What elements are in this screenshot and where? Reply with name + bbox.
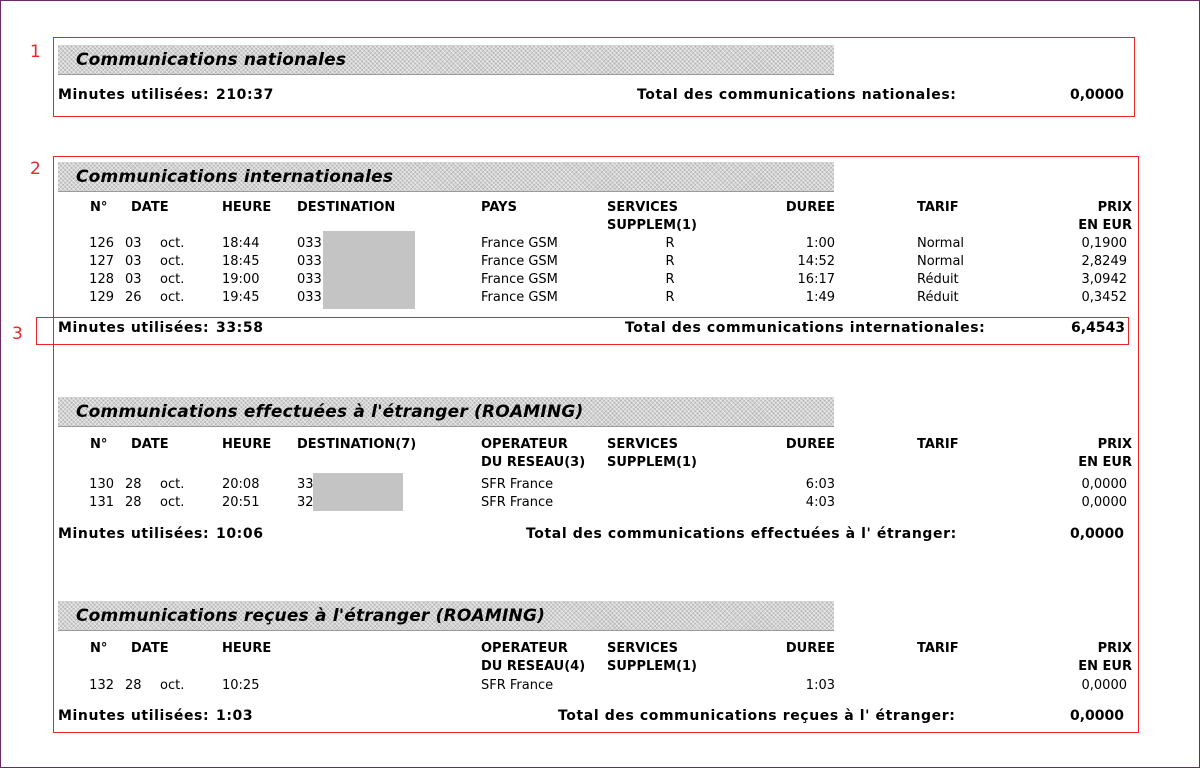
col-tarif: TARIF	[917, 200, 959, 215]
col-operateur: OPERATEUR	[481, 641, 568, 656]
col-prix-2: EN EUR	[1078, 659, 1132, 674]
total-label: Total des communications internationales:	[625, 320, 986, 336]
minutes-used-label: Minutes utilisées:	[58, 87, 210, 103]
cell-prix: 0,0000	[1081, 477, 1127, 492]
col-operateur-2: DU RESEAU(3)	[481, 455, 586, 470]
cell-month: oct.	[160, 678, 185, 693]
cell-duree: 1:49	[805, 290, 835, 305]
col-operateur: OPERATEUR	[481, 437, 568, 452]
cell-service: R	[665, 254, 675, 269]
cell-no: 131	[89, 495, 114, 510]
cell-destination: 033	[297, 290, 322, 305]
total-value: 6,4543	[1070, 320, 1125, 336]
section-header-international	[58, 162, 834, 192]
cell-service: R	[665, 290, 675, 305]
cell-duree: 1:03	[805, 678, 835, 693]
col-prix: PRIX	[1097, 200, 1132, 215]
cell-prix: 0,1900	[1081, 236, 1127, 251]
cell-destination: 033	[297, 236, 322, 251]
cell-tarif: Réduit	[917, 272, 959, 287]
col-tarif: TARIF	[917, 641, 959, 656]
total-value: 0,0000	[1069, 526, 1124, 542]
cell-duree: 16:17	[797, 272, 835, 287]
col-prix: PRIX	[1097, 437, 1132, 452]
col-duree: DUREE	[785, 200, 835, 215]
col-heure: HEURE	[222, 641, 272, 656]
cell-day: 28	[125, 495, 142, 510]
cell-prix: 0,0000	[1081, 678, 1127, 693]
redacted-numbers	[323, 231, 415, 309]
cell-destination: 32	[297, 495, 314, 510]
total-value: 0,0000	[1069, 87, 1124, 103]
col-services: SERVICES	[607, 641, 678, 656]
section-header-national	[58, 45, 834, 75]
section-title: Communications internationales	[76, 167, 394, 187]
col-pays: PAYS	[481, 200, 517, 215]
cell-prix: 0,0000	[1081, 495, 1127, 510]
cell-duree: 4:03	[805, 495, 835, 510]
total-value: 0,0000	[1069, 708, 1124, 724]
cell-day: 28	[125, 477, 142, 492]
minutes-used-label: Minutes utilisées:	[58, 526, 210, 542]
annotation-number-2: 2	[30, 159, 41, 179]
cell-pays: France GSM	[481, 272, 558, 287]
cell-operateur: SFR France	[481, 678, 554, 693]
minutes-used-value: 33:58	[216, 320, 264, 336]
cell-no: 129	[89, 290, 114, 305]
cell-heure: 20:08	[222, 477, 260, 492]
cell-prix: 3,0942	[1081, 272, 1127, 287]
col-duree: DUREE	[785, 641, 835, 656]
col-destination: DESTINATION	[297, 200, 396, 215]
minutes-used-label: Minutes utilisées:	[58, 708, 210, 724]
cell-month: oct.	[160, 495, 185, 510]
minutes-used-value: 210:37	[216, 87, 274, 103]
cell-month: oct.	[160, 254, 185, 269]
col-no: N°	[90, 437, 108, 452]
cell-prix: 2,8249	[1081, 254, 1127, 269]
section-header-roaming-out	[58, 397, 834, 427]
cell-no: 128	[89, 272, 114, 287]
cell-pays: France GSM	[481, 236, 558, 251]
redacted-numbers	[313, 473, 403, 511]
col-services: SERVICES	[607, 200, 678, 215]
col-date: DATE	[131, 200, 169, 215]
cell-day: 28	[125, 678, 142, 693]
col-tarif: TARIF	[917, 437, 959, 452]
section-title: Communications reçues à l'étranger (ROAMING)	[76, 606, 546, 626]
cell-destination: 33	[297, 477, 314, 492]
minutes-used-label: Minutes utilisées:	[58, 320, 210, 336]
cell-heure: 18:45	[222, 254, 260, 269]
col-services-2: SUPPLEM(1)	[607, 455, 698, 470]
cell-tarif: Réduit	[917, 290, 959, 305]
section-title: Communications effectuées à l'étranger (ROAMING)	[76, 402, 584, 422]
col-no: N°	[90, 641, 108, 656]
cell-service: R	[665, 272, 675, 287]
cell-heure: 10:25	[222, 678, 260, 693]
cell-month: oct.	[160, 236, 185, 251]
annotation-number-3: 3	[12, 324, 23, 344]
col-date: DATE	[131, 641, 169, 656]
cell-heure: 18:44	[222, 236, 260, 251]
cell-day: 03	[125, 236, 142, 251]
col-prix-2: EN EUR	[1078, 218, 1132, 233]
cell-pays: France GSM	[481, 290, 558, 305]
col-destination: DESTINATION(7)	[297, 437, 417, 452]
total-label: Total des communications reçues à l' étranger:	[558, 708, 956, 724]
cell-tarif: Normal	[917, 236, 965, 251]
cell-prix: 0,3452	[1081, 290, 1127, 305]
minutes-used-value: 10:06	[216, 526, 264, 542]
cell-day: 03	[125, 272, 142, 287]
cell-no: 130	[89, 477, 114, 492]
cell-heure: 19:45	[222, 290, 260, 305]
cell-service: R	[665, 236, 675, 251]
cell-duree: 6:03	[805, 477, 835, 492]
cell-operateur: SFR France	[481, 477, 554, 492]
section-title: Communications nationales	[76, 50, 347, 70]
col-heure: HEURE	[222, 200, 272, 215]
cell-no: 127	[89, 254, 114, 269]
col-heure: HEURE	[222, 437, 272, 452]
minutes-used-value: 1:03	[216, 708, 254, 724]
cell-no: 132	[89, 678, 114, 693]
col-services-2: SUPPLEM(1)	[607, 659, 698, 674]
col-services-2: SUPPLEM(1)	[607, 218, 698, 233]
cell-destination: 033	[297, 272, 322, 287]
cell-duree: 1:00	[805, 236, 835, 251]
cell-destination: 033	[297, 254, 322, 269]
total-label: Total des communications effectuées à l' étranger:	[526, 526, 957, 542]
cell-no: 126	[89, 236, 114, 251]
cell-day: 03	[125, 254, 142, 269]
annotation-box-2	[53, 156, 1139, 733]
col-no: N°	[90, 200, 108, 215]
cell-month: oct.	[160, 477, 185, 492]
col-duree: DUREE	[785, 437, 835, 452]
cell-day: 26	[125, 290, 142, 305]
cell-heure: 20:51	[222, 495, 260, 510]
cell-heure: 19:00	[222, 272, 260, 287]
cell-month: oct.	[160, 272, 185, 287]
cell-tarif: Normal	[917, 254, 965, 269]
cell-pays: France GSM	[481, 254, 558, 269]
cell-duree: 14:52	[797, 254, 835, 269]
col-services: SERVICES	[607, 437, 678, 452]
col-prix: PRIX	[1097, 641, 1132, 656]
cell-month: oct.	[160, 290, 185, 305]
col-operateur-2: DU RESEAU(4)	[481, 659, 586, 674]
total-label: Total des communications nationales:	[637, 87, 957, 103]
col-date: DATE	[131, 437, 169, 452]
section-header-roaming-in	[58, 601, 834, 631]
annotation-number-1: 1	[30, 42, 41, 62]
col-prix-2: EN EUR	[1078, 455, 1132, 470]
cell-operateur: SFR France	[481, 495, 554, 510]
